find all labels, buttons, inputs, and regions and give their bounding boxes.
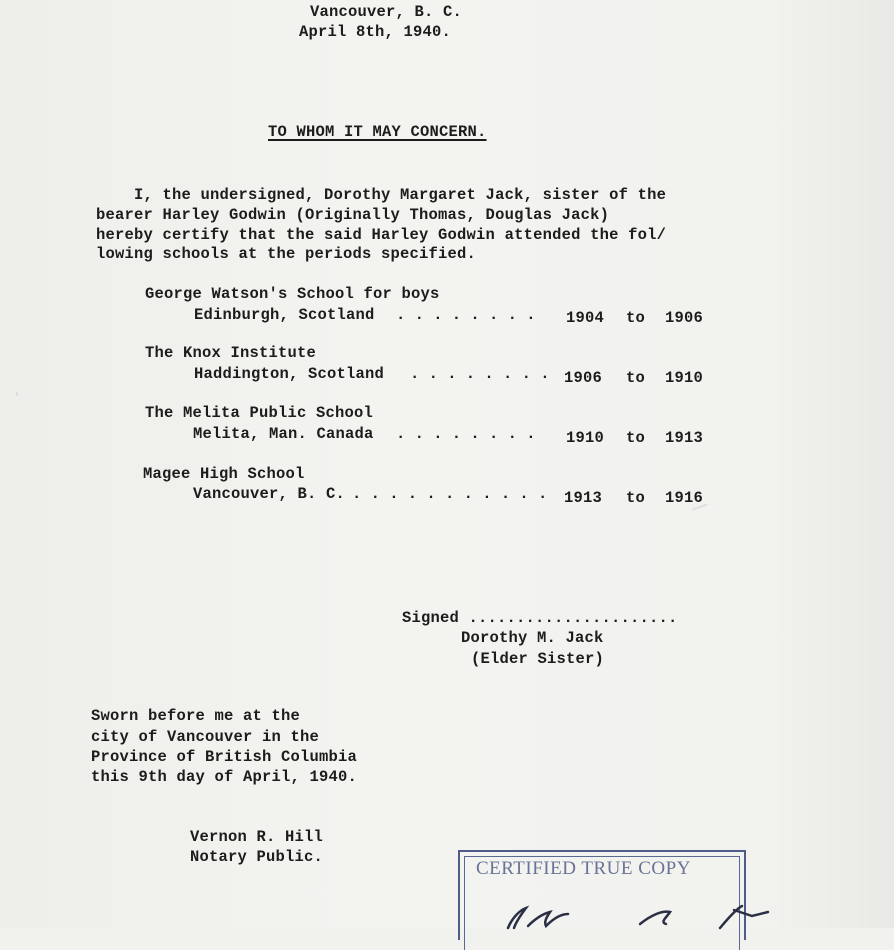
year-from: 1904 (566, 309, 605, 327)
body-line: I, the undersigned, Dorothy Margaret Jack, sister of the (96, 186, 667, 204)
year-from: 1906 (564, 369, 603, 387)
stamp-text: CERTIFIED TRUE COPY (476, 858, 691, 879)
school-location: Haddington, Scotland (194, 365, 385, 383)
sworn-line: city of Vancouver in the (91, 728, 320, 746)
year-from: 1910 (566, 429, 605, 447)
paper-mark (16, 392, 18, 396)
sworn-line: Province of British Columbia (91, 748, 358, 766)
sworn-line: Sworn before me at the (91, 707, 301, 725)
year-from: 1913 (564, 489, 603, 507)
year-until: 1910 (665, 369, 704, 387)
body-line: hereby certify that the said Harley Godwin attended the fol/ (96, 226, 667, 244)
signer-relation: (Elder Sister) (471, 650, 605, 668)
school-name: The Melita Public School (145, 404, 374, 422)
signed-line: Signed ...................... (402, 609, 678, 627)
header-place: Vancouver, B. C. (310, 3, 463, 21)
year-to-word: to (626, 309, 646, 327)
school-name: George Watson's School for boys (145, 285, 440, 303)
year-to-word: to (626, 489, 646, 507)
handwritten-signature (490, 890, 780, 930)
year-until: 1913 (665, 429, 704, 447)
school-name: Magee High School (143, 465, 305, 483)
notary-title: Notary Public. (190, 848, 324, 866)
signer-name: Dorothy M. Jack (461, 629, 604, 647)
year-to-word: to (626, 369, 646, 387)
body-line: bearer Harley Godwin (Originally Thomas, Douglas Jack) (96, 206, 610, 224)
year-until: 1916 (665, 489, 704, 507)
school-name: The Knox Institute (145, 344, 317, 362)
body-line: lowing schools at the periods specified. (96, 245, 477, 263)
document-title: TO WHOM IT MAY CONCERN. (268, 123, 487, 141)
leader-dots: . . . . . . . . (396, 306, 536, 324)
year-to-word: to (626, 429, 646, 447)
year-until: 1906 (665, 309, 704, 327)
leader-dots: . . . . . . . . . . . (352, 485, 548, 503)
school-location: Melita, Man. Canada (193, 425, 374, 443)
leader-dots: . . . . . . . . (410, 365, 550, 383)
notary-name: Vernon R. Hill (190, 828, 324, 846)
sworn-line: this 9th day of April, 1940. (91, 768, 358, 786)
school-location: Vancouver, B. C. (193, 485, 346, 503)
school-location: Edinburgh, Scotland (194, 306, 375, 324)
leader-dots: . . . . . . . . (396, 425, 536, 443)
header-date: April 8th, 1940. (299, 23, 452, 41)
